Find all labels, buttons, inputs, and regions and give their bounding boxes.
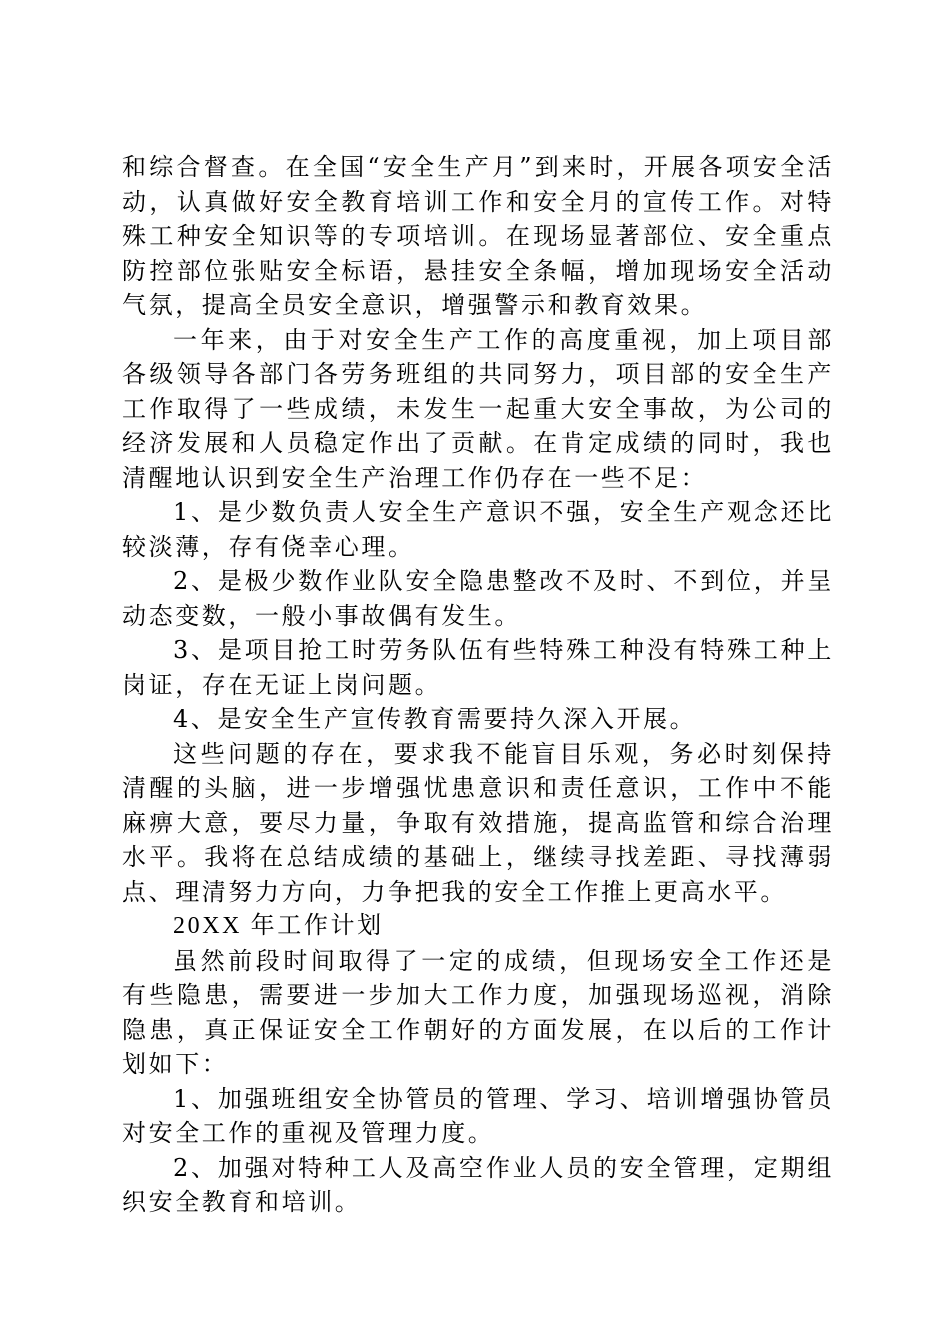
list-item-shortcoming-4: 4、是安全生产宣传教育需要持久深入开展。 xyxy=(173,705,697,733)
list-item-plan-2: 2、加强对特种工人及高空作业人员的安全管理，定期组织安全教育和培训。 xyxy=(122,1153,834,1216)
list-item-shortcoming-2: 2、是极少数作业队安全隐患整改不及时、不到位，并呈动态变数，一般小事故偶有发生。 xyxy=(122,567,834,630)
list-item-shortcoming-3: 3、是项目抢工时劳务队伍有些特殊工种没有特殊工种上岗证，存在无证上岗问题。 xyxy=(122,636,834,699)
paragraph-year-summary: 一年来，由于对安全生产工作的高度重视，加上项目部各级领导各部门各劳务班组的共同努力，项目部的安全生产工作取得了一些成绩，未发生一起重大安全事故，为公司的经济发展和人员稳定作出了贡献。在肯定成绩的同时，我也清醒地认识到安全生产治理工作仍存在一些不足： xyxy=(122,325,834,492)
paragraph-problems: 这些问题的存在，要求我不能盲目乐观，务必时刻保持清醒的头脑，进一步增强忧患意识和责任意识，工作中不能麻痹大意，要尽力量，争取有效措施，提高监管和综合治理水平。我将在总结成绩的基础上，继续寻找差距、寻找薄弱点、理清努力方向，力争把我的安全工作推上更高水平。 xyxy=(122,739,834,906)
section-heading-work-plan: 20XX 年工作计划 xyxy=(173,913,384,939)
document-body xyxy=(122,150,834,1220)
list-item-plan-1: 1、加强班组安全协管员的管理、学习、培训增强协管员对安全工作的重视及管理力度。 xyxy=(122,1084,834,1147)
paragraph-plan-intro: 虽然前段时间取得了一定的成绩，但现场安全工作还是有些隐患，需要进一步加大工作力度，加强现场巡视，消除隐患，真正保证安全工作朝好的方面发展，在以后的工作计划如下： xyxy=(122,946,834,1078)
list-item-shortcoming-1: 1、是少数负责人安全生产意识不强，安全生产观念还比较淡薄，存有侥幸心理。 xyxy=(122,498,834,561)
paragraph-supervision: 和综合督查。在全国“安全生产月”到来时，开展各项安全活动，认真做好安全教育培训工作和安全月的宣传工作。对特殊工种安全知识等的专项培训。在现场显著部位、安全重点防控部位张贴安全标语，悬挂安全条幅，增加现场安全活动气氛，提高全员安全意识，增强警示和教育效果。 xyxy=(122,153,834,319)
